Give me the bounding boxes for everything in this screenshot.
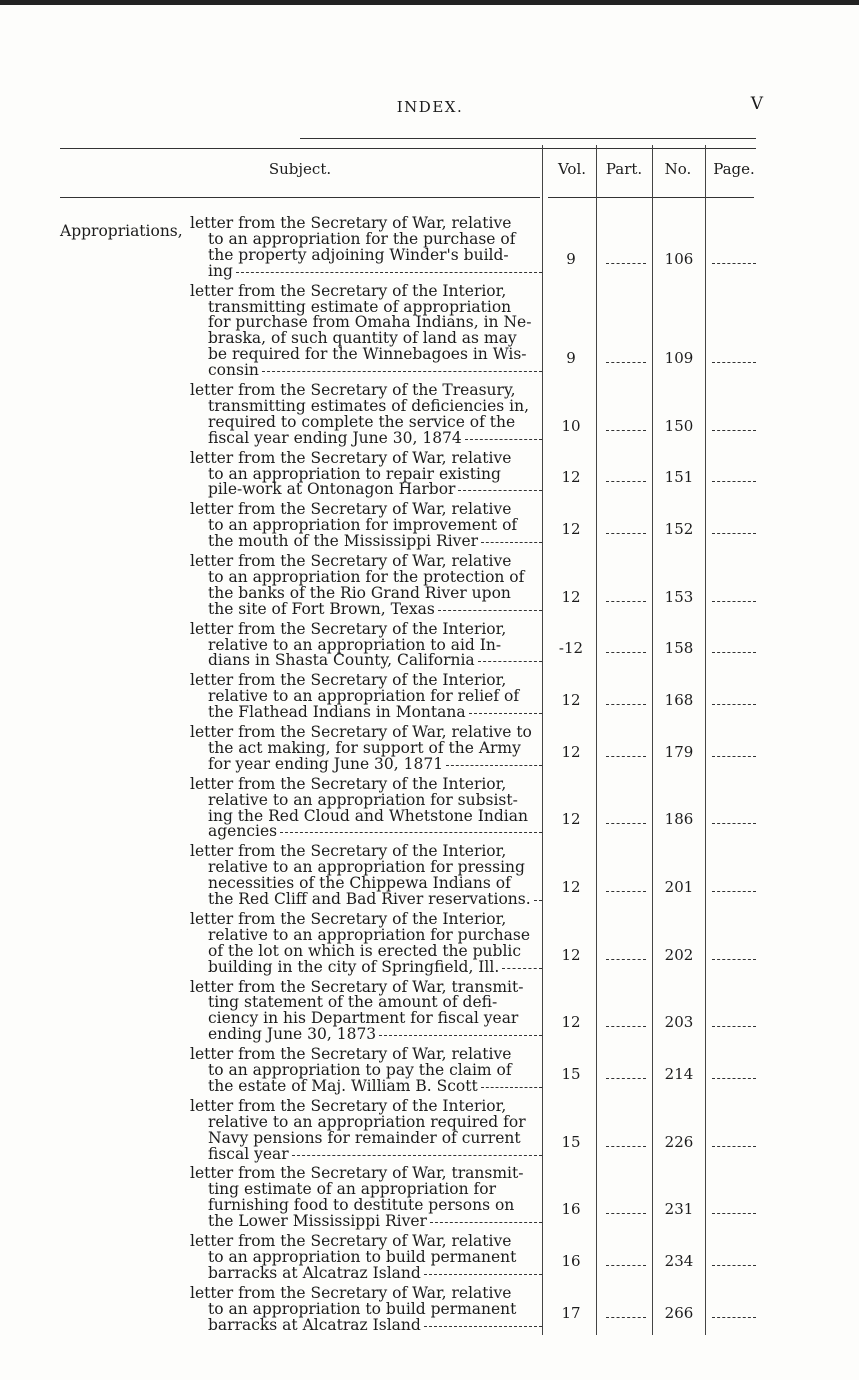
entry-line: letter from the Secretary of War, transmit-	[190, 977, 524, 996]
page-leader	[712, 704, 756, 705]
index-entry-text	[190, 383, 542, 447]
dot-leader	[292, 1155, 542, 1156]
entry-line	[190, 1076, 542, 1095]
index-entry-text	[190, 1283, 542, 1334]
index-entry-text	[190, 1234, 542, 1282]
entry-line: to an appropriation to build permanent	[208, 1247, 517, 1266]
entry-line: to an appropriation for improvement of	[208, 516, 518, 535]
vol-cell: 12	[561, 468, 581, 487]
number-cell: 234	[664, 1251, 694, 1270]
dot-leader	[481, 1087, 542, 1088]
part-leader	[606, 959, 646, 960]
entry-line-text: the Flathead Indians in Montana	[208, 703, 466, 722]
dot-leader	[424, 1326, 542, 1327]
number-cell: 214	[664, 1064, 694, 1083]
vol-cell: 12	[561, 587, 581, 606]
subject-heading: Appropriations,	[60, 222, 183, 240]
vol-cell: 12	[561, 1013, 581, 1032]
index-entry-text	[190, 502, 542, 550]
dot-leader	[438, 610, 542, 611]
index-entry-text	[190, 844, 542, 908]
entry-line	[190, 824, 542, 840]
page-leader	[712, 1026, 756, 1027]
entry-line	[190, 1027, 542, 1043]
number-cell: 203	[664, 1013, 694, 1032]
dot-leader	[424, 1274, 542, 1275]
dot-leader	[446, 765, 542, 766]
entry-line: letter from the Secretary of the Interior,	[190, 619, 507, 638]
entry-line	[190, 363, 542, 379]
index-entry-text	[190, 216, 542, 280]
entry-line-text: barracks at Alcatraz Island	[208, 1263, 421, 1282]
entry-line: Navy pensions for remainder of current	[208, 1128, 521, 1147]
dot-leader	[379, 1035, 542, 1036]
number-cell: 109	[664, 349, 694, 368]
part-leader	[606, 533, 646, 534]
part-leader	[606, 362, 646, 363]
entry-line: relative to an appropriation for purchase	[208, 925, 530, 944]
part-leader	[606, 1078, 646, 1079]
entry-line: letter from the Secretary of the Interior,	[190, 909, 507, 928]
part-leader	[606, 756, 646, 757]
entry-line: relative to an appropriation for subsist-	[208, 790, 518, 809]
entry-line	[190, 957, 542, 976]
dot-leader	[280, 832, 542, 833]
number-cell: 266	[664, 1303, 694, 1322]
column-divider-1	[542, 145, 543, 1335]
entry-line: letter from the Secretary of War, relative	[190, 1232, 512, 1250]
number-cell: 231	[664, 1200, 694, 1219]
column-header-subject: Subject.	[268, 160, 332, 178]
vol-cell: 17	[561, 1303, 581, 1322]
entry-line: letter from the Secretary of the Treasury,	[190, 381, 516, 399]
index-entry-text	[190, 725, 542, 773]
page-leader	[712, 533, 756, 534]
table-head-rule-subject	[60, 197, 540, 198]
entry-line: ciency in his Department for fiscal year	[208, 1009, 519, 1028]
vol-cell: 12	[561, 520, 581, 539]
entry-line-text: fiscal year ending June 30, 1874	[208, 428, 462, 447]
entry-line	[190, 1315, 542, 1334]
number-cell: 202	[664, 945, 694, 964]
vol-cell: 16	[561, 1251, 581, 1270]
number-cell: 151	[664, 468, 694, 487]
column-divider-4	[705, 145, 706, 1335]
entry-line-text: consin	[208, 361, 259, 380]
entry-line: to an appropriation for the purchase of	[208, 229, 516, 248]
vol-cell: 15	[561, 1132, 581, 1151]
entry-line: letter from the Secretary of War, relative	[190, 1283, 512, 1302]
entry-line: of the lot on which is erected the public	[208, 941, 522, 960]
dot-leader	[534, 900, 542, 901]
number-cell: 226	[664, 1132, 694, 1151]
entry-line: furnishing food to destitute persons on	[208, 1196, 515, 1215]
part-leader	[606, 1213, 646, 1214]
header-rule	[300, 138, 756, 139]
dot-leader	[469, 713, 542, 714]
entry-line: relative to an appropriation for relief of	[208, 687, 520, 706]
number-cell: 168	[664, 691, 694, 710]
vol-cell: 9	[566, 349, 576, 368]
page-leader	[712, 430, 756, 431]
dot-leader	[430, 1222, 542, 1223]
entry-line-text: pile-work at Ontonagon Harbor	[208, 480, 456, 499]
number-cell: 106	[664, 249, 694, 268]
part-leader	[606, 891, 646, 892]
index-entry-text	[190, 1096, 542, 1163]
index-entry-text	[190, 909, 542, 976]
page-leader	[712, 1265, 756, 1266]
part-leader	[606, 430, 646, 431]
entry-line: for purchase from Omaha Indians, in Ne-	[208, 313, 532, 332]
entry-line: letter from the Secretary of the Interior,	[190, 1096, 507, 1115]
entry-line	[190, 482, 542, 498]
column-divider-3	[652, 145, 653, 1335]
page-leader	[712, 1078, 756, 1079]
dot-leader	[262, 371, 542, 372]
entry-line: letter from the Secretary of War, relative	[190, 448, 512, 467]
column-header-no: No.	[664, 160, 692, 178]
number-cell: 150	[664, 416, 694, 435]
entry-line: ing the Red Cloud and Whetstone Indian	[208, 806, 528, 825]
number-cell: 201	[664, 878, 694, 896]
entry-line-text: the mouth of the Mississippi River	[208, 532, 479, 551]
part-leader	[606, 601, 646, 602]
vol-cell: 10	[561, 416, 581, 435]
entry-line: required to complete the service of the	[208, 412, 516, 431]
part-leader	[606, 263, 646, 264]
number-cell: 152	[664, 520, 694, 539]
entry-line	[190, 653, 542, 669]
entry-line: letter from the Secretary of the Interior,	[190, 774, 507, 793]
dot-leader	[481, 542, 542, 543]
part-leader	[606, 481, 646, 482]
vol-cell: 15	[561, 1064, 581, 1083]
entry-line-text: fiscal year	[208, 1144, 289, 1163]
part-leader	[606, 1026, 646, 1027]
index-entry-text	[190, 977, 542, 1044]
page-title: INDEX.	[396, 98, 464, 116]
entry-line: necessities of the Chippewa Indians of	[208, 874, 511, 893]
entry-line	[190, 1144, 542, 1163]
vol-cell: 16	[561, 1200, 581, 1219]
entry-line: letter from the Secretary of War, relative to	[190, 723, 532, 741]
entry-line: be required for the Winnebagoes in Wis-	[208, 345, 527, 364]
index-entry-text	[190, 448, 542, 499]
vol-cell: 12	[561, 742, 581, 761]
entry-line-text: agencies	[208, 822, 278, 841]
entry-line: letter from the Secretary of the Interior,	[190, 671, 507, 690]
entry-line: transmitting estimate of appropriation	[208, 297, 512, 316]
page-top-edge	[0, 0, 859, 5]
part-leader	[606, 1317, 646, 1318]
index-entry-text	[190, 281, 542, 380]
page-leader	[712, 891, 756, 892]
page-leader	[712, 959, 756, 960]
number-cell: 179	[664, 742, 694, 761]
entry-line: letter from the Secretary of War, transmit-	[190, 1164, 524, 1183]
entry-line: the banks of the Rio Grand River upon	[208, 583, 511, 602]
vol-cell: 9	[566, 249, 576, 268]
page-leader	[712, 652, 756, 653]
entry-line: ting statement of the amount of defi-	[208, 993, 498, 1012]
column-header-vol: Vol.	[557, 160, 587, 178]
entry-line	[190, 261, 542, 280]
entry-line: the act making, for support of the Army	[208, 738, 521, 757]
entry-line: the property adjoining Winder's build-	[208, 245, 509, 264]
column-divider-2	[596, 145, 597, 1335]
page-leader	[712, 481, 756, 482]
page-leader	[712, 1213, 756, 1214]
table-head-rule-cols	[548, 197, 754, 198]
entry-line: to an appropriation to repair existing	[208, 464, 501, 483]
entry-line	[190, 1214, 542, 1230]
page-leader	[712, 601, 756, 602]
entry-line: relative to an appropriation for pressing	[208, 858, 525, 877]
entry-line-text: dians in Shasta County, California	[208, 651, 475, 670]
entry-line-text: for year ending June 30, 1871	[208, 754, 444, 773]
index-entry-text	[190, 1166, 542, 1230]
entry-line: to an appropriation to pay the claim of	[208, 1061, 512, 1079]
index-entry-text	[190, 554, 542, 618]
vol-cell: 12	[561, 878, 581, 896]
dot-leader	[502, 968, 542, 969]
index-entry-text	[190, 673, 542, 721]
column-header-page: Page.	[713, 160, 755, 178]
entry-line: relative to an appropriation to aid In-	[208, 635, 502, 654]
entry-line: letter from the Secretary of War, relative	[190, 552, 512, 570]
entry-line: ting estimate of an appropriation for	[208, 1180, 497, 1199]
number-cell: 158	[664, 639, 694, 658]
entry-line: letter from the Secretary of War, relative	[190, 1045, 512, 1064]
entry-line-text: the estate of Maj. William B. Scott	[208, 1076, 478, 1095]
part-leader	[606, 704, 646, 705]
entry-line-text: ending June 30, 1873	[208, 1025, 377, 1044]
dot-leader	[465, 439, 542, 440]
entry-line: letter from the Secretary of War, relative	[190, 500, 512, 519]
entry-line: relative to an appropriation required for	[208, 1112, 526, 1131]
page-leader	[712, 263, 756, 264]
entry-line	[190, 534, 542, 550]
dot-leader	[478, 661, 542, 662]
page-leader	[712, 362, 756, 363]
entry-line	[190, 705, 542, 721]
entry-line-text: the Red Cliff and Bad River reservations.	[208, 890, 531, 909]
entry-line: letter from the Secretary of War, relative	[190, 214, 512, 232]
entry-line	[190, 1263, 542, 1282]
page-leader	[712, 823, 756, 824]
number-cell: 186	[664, 810, 694, 829]
page-leader	[712, 1146, 756, 1147]
page-leader	[712, 756, 756, 757]
entry-line: to an appropriation for the protection of	[208, 567, 525, 586]
entry-line	[190, 599, 542, 618]
column-header-part: Part.	[605, 160, 643, 178]
entry-line	[190, 428, 542, 447]
vol-cell: 12	[561, 945, 581, 964]
entry-line	[190, 754, 542, 773]
entry-line-text: ing	[208, 261, 233, 280]
vol-cell: -12	[558, 639, 584, 658]
index-entry-text	[190, 1047, 542, 1095]
index-entry-text	[190, 774, 542, 841]
entry-line: letter from the Secretary of the Interior,	[190, 842, 507, 861]
part-leader	[606, 1146, 646, 1147]
entry-line-text: building in the city of Springfield, Ill.	[208, 957, 500, 976]
number-cell: 153	[664, 587, 694, 606]
vol-cell: 12	[561, 810, 581, 829]
part-leader	[606, 652, 646, 653]
entry-line: letter from the Secretary of the Interior,	[190, 281, 507, 300]
page-leader	[712, 1317, 756, 1318]
part-leader	[606, 1265, 646, 1266]
entry-line: to an appropriation to build permanent	[208, 1299, 517, 1318]
entry-line-text: barracks at Alcatraz Island	[208, 1315, 421, 1334]
index-entry-text	[190, 619, 542, 670]
entry-line-text: the site of Fort Brown, Texas	[208, 599, 435, 618]
dot-leader	[236, 272, 542, 273]
page-number: V	[750, 94, 763, 114]
dot-leader	[458, 490, 542, 491]
part-leader	[606, 823, 646, 824]
entry-line: transmitting estimates of deficiencies in,	[208, 396, 530, 415]
entry-line-text: the Lower Mississippi River	[208, 1212, 427, 1231]
entry-line: braska, of such quantity of land as may	[208, 329, 517, 348]
entry-line	[190, 892, 542, 908]
vol-cell: 12	[561, 691, 581, 710]
